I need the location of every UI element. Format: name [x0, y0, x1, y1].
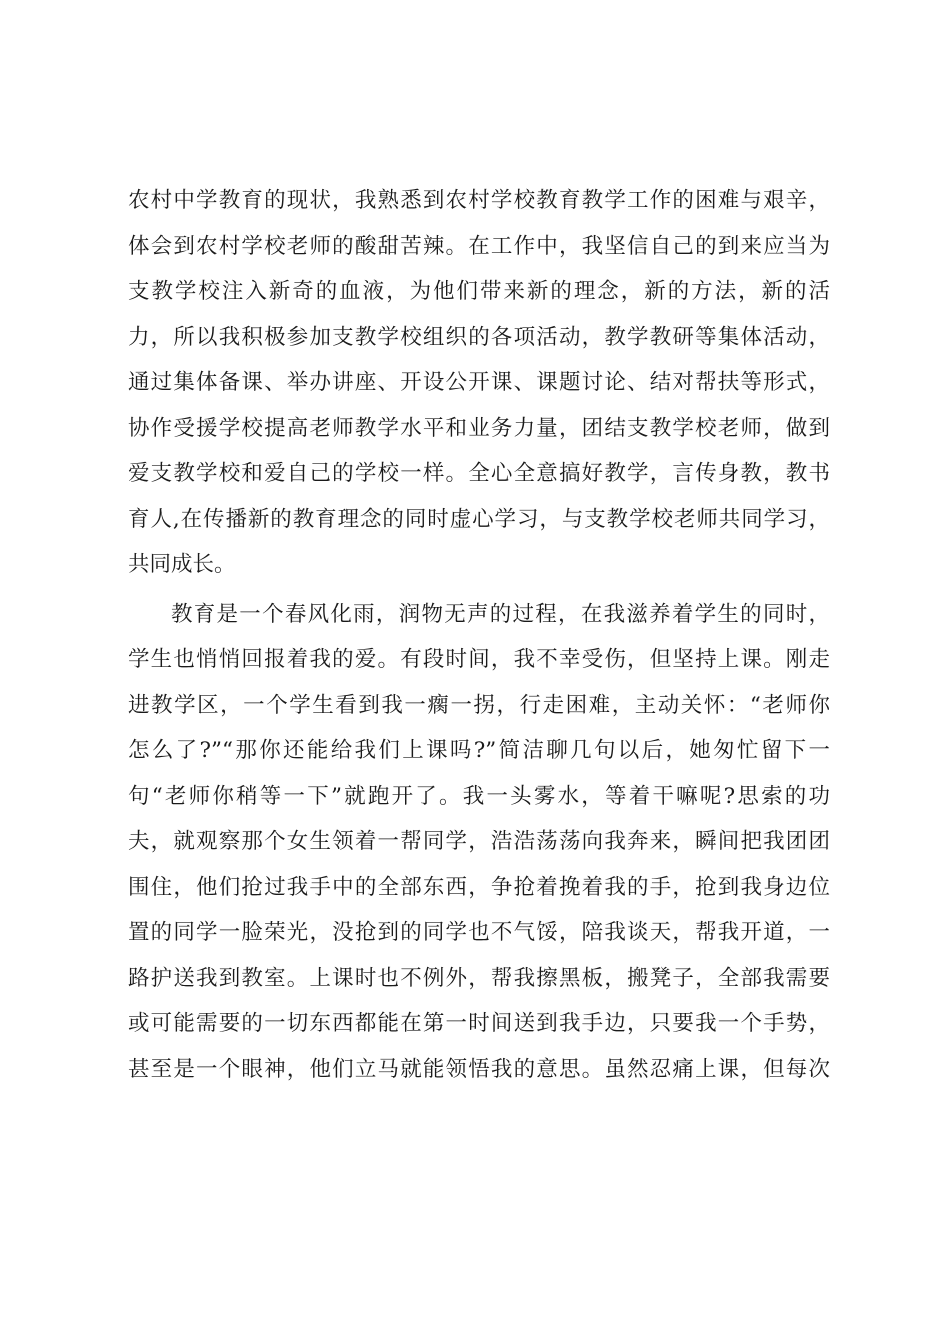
- text-line: 共同成长。: [128, 552, 236, 577]
- text-line: 协作受援学校提高老师教学水平和业务力量，团结支教学校老师，做到: [128, 415, 830, 441]
- text-line: 学生也悄悄回报着我的爱。有段时间，我不幸受伤，但坚持上课。刚走: [128, 647, 830, 672]
- text-line: 置的同学一脸荣光，没抢到的同学也不气馁，陪我谈天，帮我开道，一: [128, 920, 830, 945]
- text-line: 夫，就观察那个女生领着一帮同学，浩浩荡荡向我奔来，瞬间把我团团: [128, 829, 830, 854]
- text-line: 力，所以我积极参加支教学校组织的各项活动，教学教研等集体活动，: [128, 324, 830, 350]
- text-line: 教育是一个春风化雨，润物无声的过程，在我滋养着学生的同时，: [171, 601, 830, 627]
- paragraph-2: [128, 600, 830, 1101]
- text-line: 支教学校注入新奇的血液，为他们带来新的理念，新的方法，新的活: [128, 279, 830, 304]
- text-line: 通过集体备课、举办讲座、开设公开课、课题讨论、结对帮扶等形式，: [128, 370, 830, 395]
- text-line: 怎么了?”“那你还能给我们上课吗?”简洁聊几句以后，她匆忙留下一: [128, 738, 830, 763]
- text-line: 爱支教学校和爱自己的学校一样。全心全意搞好教学，言传身教，教书: [128, 461, 830, 486]
- text-line: 句“老师你稍等一下”就跑开了。我一头雾水，等着干嘛呢?思索的功: [128, 783, 830, 809]
- text-line: 体会到农村学校老师的酸甜苦辣。在工作中，我坚信自己的到来应当为: [128, 233, 830, 259]
- text-line: 路护送我到教室。上课时也不例外，帮我擦黑板，搬凳子，全部我需要: [128, 965, 830, 991]
- body-text: [128, 186, 830, 1100]
- text-line: 甚至是一个眼神，他们立马就能领悟我的意思。虽然忍痛上课，但每次: [128, 1056, 830, 1082]
- text-line: 进教学区，一个学生看到我一瘸一拐，行走困难，主动关怀：“老师你: [128, 692, 830, 718]
- text-line: 育人,在传播新的教育理念的同时虚心学习，与支教学校老师共同学习，: [128, 506, 830, 532]
- paragraph-1: [128, 186, 830, 596]
- text-line: 或可能需要的一切东西都能在第一时间送到我手边，只要我一个手势，: [128, 1011, 830, 1036]
- text-line: 农村中学教育的现状，我熟悉到农村学校教育教学工作的困难与艰辛，: [128, 188, 830, 213]
- text-line: 围住，他们抢过我手中的全部东西，争抢着挽着我的手，抢到我身边位: [128, 874, 830, 900]
